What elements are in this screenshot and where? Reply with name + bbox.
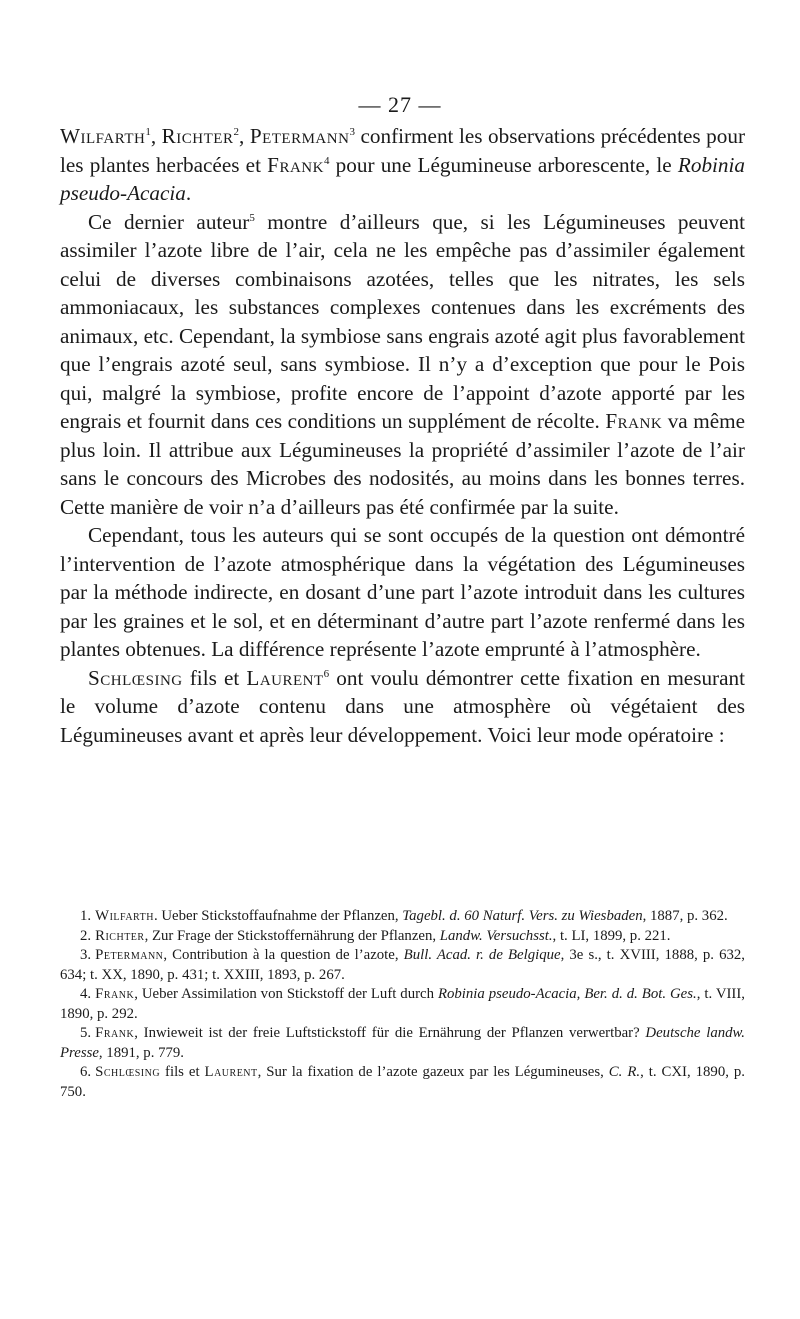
footnote-4: [60, 985, 745, 1024]
text-run: , Inwieweit ist der freie Luftstickstoff für die Ernährung der Pflanzen verwertbar?: [134, 1025, 646, 1041]
footnote-6: [60, 1063, 745, 1102]
author-name: Frank: [95, 986, 135, 1002]
footnote-number: 4.: [80, 986, 92, 1002]
text-run: , Sur la fixation de l’azote gazeux par les Légumineuses,: [257, 1064, 609, 1080]
page-number: — 27 —: [358, 92, 442, 117]
text-run: fils et: [160, 1064, 205, 1080]
author-name: Schlœsing: [88, 665, 183, 690]
text-run: ont voulu démontrer cette fixation en mesurant le volume d’azote contenu dans une atmosphère où végétaient des Légumineuses avant et après leur développement. Voici leur mode opératoire :: [60, 665, 745, 747]
paragraph-2: [60, 208, 745, 522]
text-run: montre d’ailleurs que, si les Légumineuses peuvent assimiler l’azote libre de l’air, cela ne les empêche pas d’assimiler également celui de diverses combinaisons azotées, telles que les nitrates, les sels ammoniacaux, les substances complexes contenues dans les excréments des animaux, etc. Cependant, la symbiose sans engrais azoté agit plus favorablement que l’engrais azoté seul, sans symbiose. Il n’y a d’exception que pour le Pois qui, malgré la symbiose, profite encore de l’appoint d’azote apporté par les engrais et fournit dans ces conditions un supplément de récolte.: [60, 209, 745, 433]
author-name: Richter: [95, 927, 145, 944]
text-run: , 1891, p. 779.: [98, 1044, 184, 1061]
footnotes: [60, 907, 745, 1102]
text-run: , Zur Frage der Stickstoffernährung der Pflanzen,: [144, 927, 440, 944]
footnote-3: [60, 946, 745, 985]
footnote-ref: 2: [233, 125, 239, 138]
footnote-ref: 4: [323, 154, 330, 167]
footnote-ref: 3: [349, 125, 355, 138]
publication-title: Bull. Acad. r. de Belgique: [403, 947, 561, 963]
publication-title: C. R.: [608, 1064, 641, 1080]
author-name: Schlœsing: [95, 1064, 161, 1080]
paragraph-1: [60, 122, 745, 208]
publication-title: Deutsche landw. Presse: [60, 1025, 746, 1061]
text-run: , 3e s., t. XVIII, 1888, p. 632, 634; t. XX, 1890, p. 431; t. XXIII, 1893, p. 267.: [60, 947, 745, 983]
footnote-1: [60, 907, 745, 927]
publication-title: Tagebl. d. 60 Naturf. Vers. zu Wiesbaden: [402, 908, 643, 924]
text-run: pour une Légumineuse arborescente, le: [329, 152, 678, 177]
text-run: .: [185, 181, 192, 205]
text-run: Ce dernier auteur: [88, 209, 250, 234]
text-run: , t. VIII, 1890, p. 292.: [60, 986, 745, 1022]
species-name: Robinia pseudo-Acacia: [60, 152, 745, 205]
footnote-number: 5.: [80, 1025, 92, 1041]
footnote-ref: 1: [145, 125, 151, 138]
author-name: Wilfarth: [60, 124, 146, 148]
author-name: Petermann: [249, 124, 350, 148]
publication-title: Landw. Versuchsst.: [439, 927, 553, 944]
text-run: . Ueber Stickstoffaufnahme der Pflanzen,: [153, 908, 403, 924]
text-run: ,: [150, 124, 162, 148]
footnote-2: [60, 927, 745, 947]
author-name: Frank: [267, 152, 324, 177]
text-run: , Ueber Assimilation von Stickstoff der Luft durch: [134, 986, 438, 1002]
author-name: Wilfarth: [95, 908, 154, 924]
footnote-number: 2.: [80, 927, 92, 944]
footnote-number: 6.: [80, 1064, 92, 1080]
text-run: fils et: [182, 665, 247, 690]
author-name: Laurent: [204, 1064, 258, 1080]
text-run: Cependant, tous les auteurs qui se sont occupés de la question ont démontré l’intervention de l’azote atmosphérique dans la végétation des Légumineuses par la méthode indirecte, en dosant d’une part l’azote introduit dans les cultures par les graines et le sol, et en déterminant d’autre part l’azote renfermé dans les plantes obtenues. La différence représente l’azote emprunté à l’atmosphère.: [60, 523, 745, 661]
author-name: Frank: [605, 409, 663, 433]
author-name: Petermann: [95, 947, 164, 963]
footnote-ref: 6: [323, 667, 330, 680]
main-text: [60, 122, 745, 749]
author-name: Laurent: [246, 665, 324, 690]
footnote-number: 3.: [80, 947, 92, 963]
footnote-ref: 5: [249, 211, 255, 224]
text-run: va même plus loin. Il attribue aux Légumineuses la propriété d’assimiler l’azote de l’air sans le concours des Microbes des nodosités, au moins dans les bonnes terres. Cette manière de voir n’a d’ailleurs pas été confirmée par la suite.: [60, 409, 745, 519]
text-run: ,: [238, 124, 250, 148]
text-run: confirment les observations précédentes pour les plantes herbacées et: [60, 124, 746, 177]
footnote-5: [60, 1024, 745, 1063]
text-run: , t. LI, 1899, p. 221.: [552, 927, 671, 944]
text-run: , t. CXI, 1890, p. 750.: [60, 1064, 745, 1100]
publication-title: Robinia pseudo-Acacia, Ber. d. d. Bot. Ges.: [437, 986, 697, 1002]
text-run: , 1887, p. 362.: [642, 908, 728, 924]
author-name: Frank: [95, 1025, 135, 1041]
text-run: , Contribution à la question de l’azote,: [163, 947, 404, 963]
author-name: Richter: [161, 124, 234, 148]
paragraph-4: [60, 664, 745, 750]
footnote-number: 1.: [80, 908, 92, 924]
paragraph-3: [60, 521, 745, 664]
